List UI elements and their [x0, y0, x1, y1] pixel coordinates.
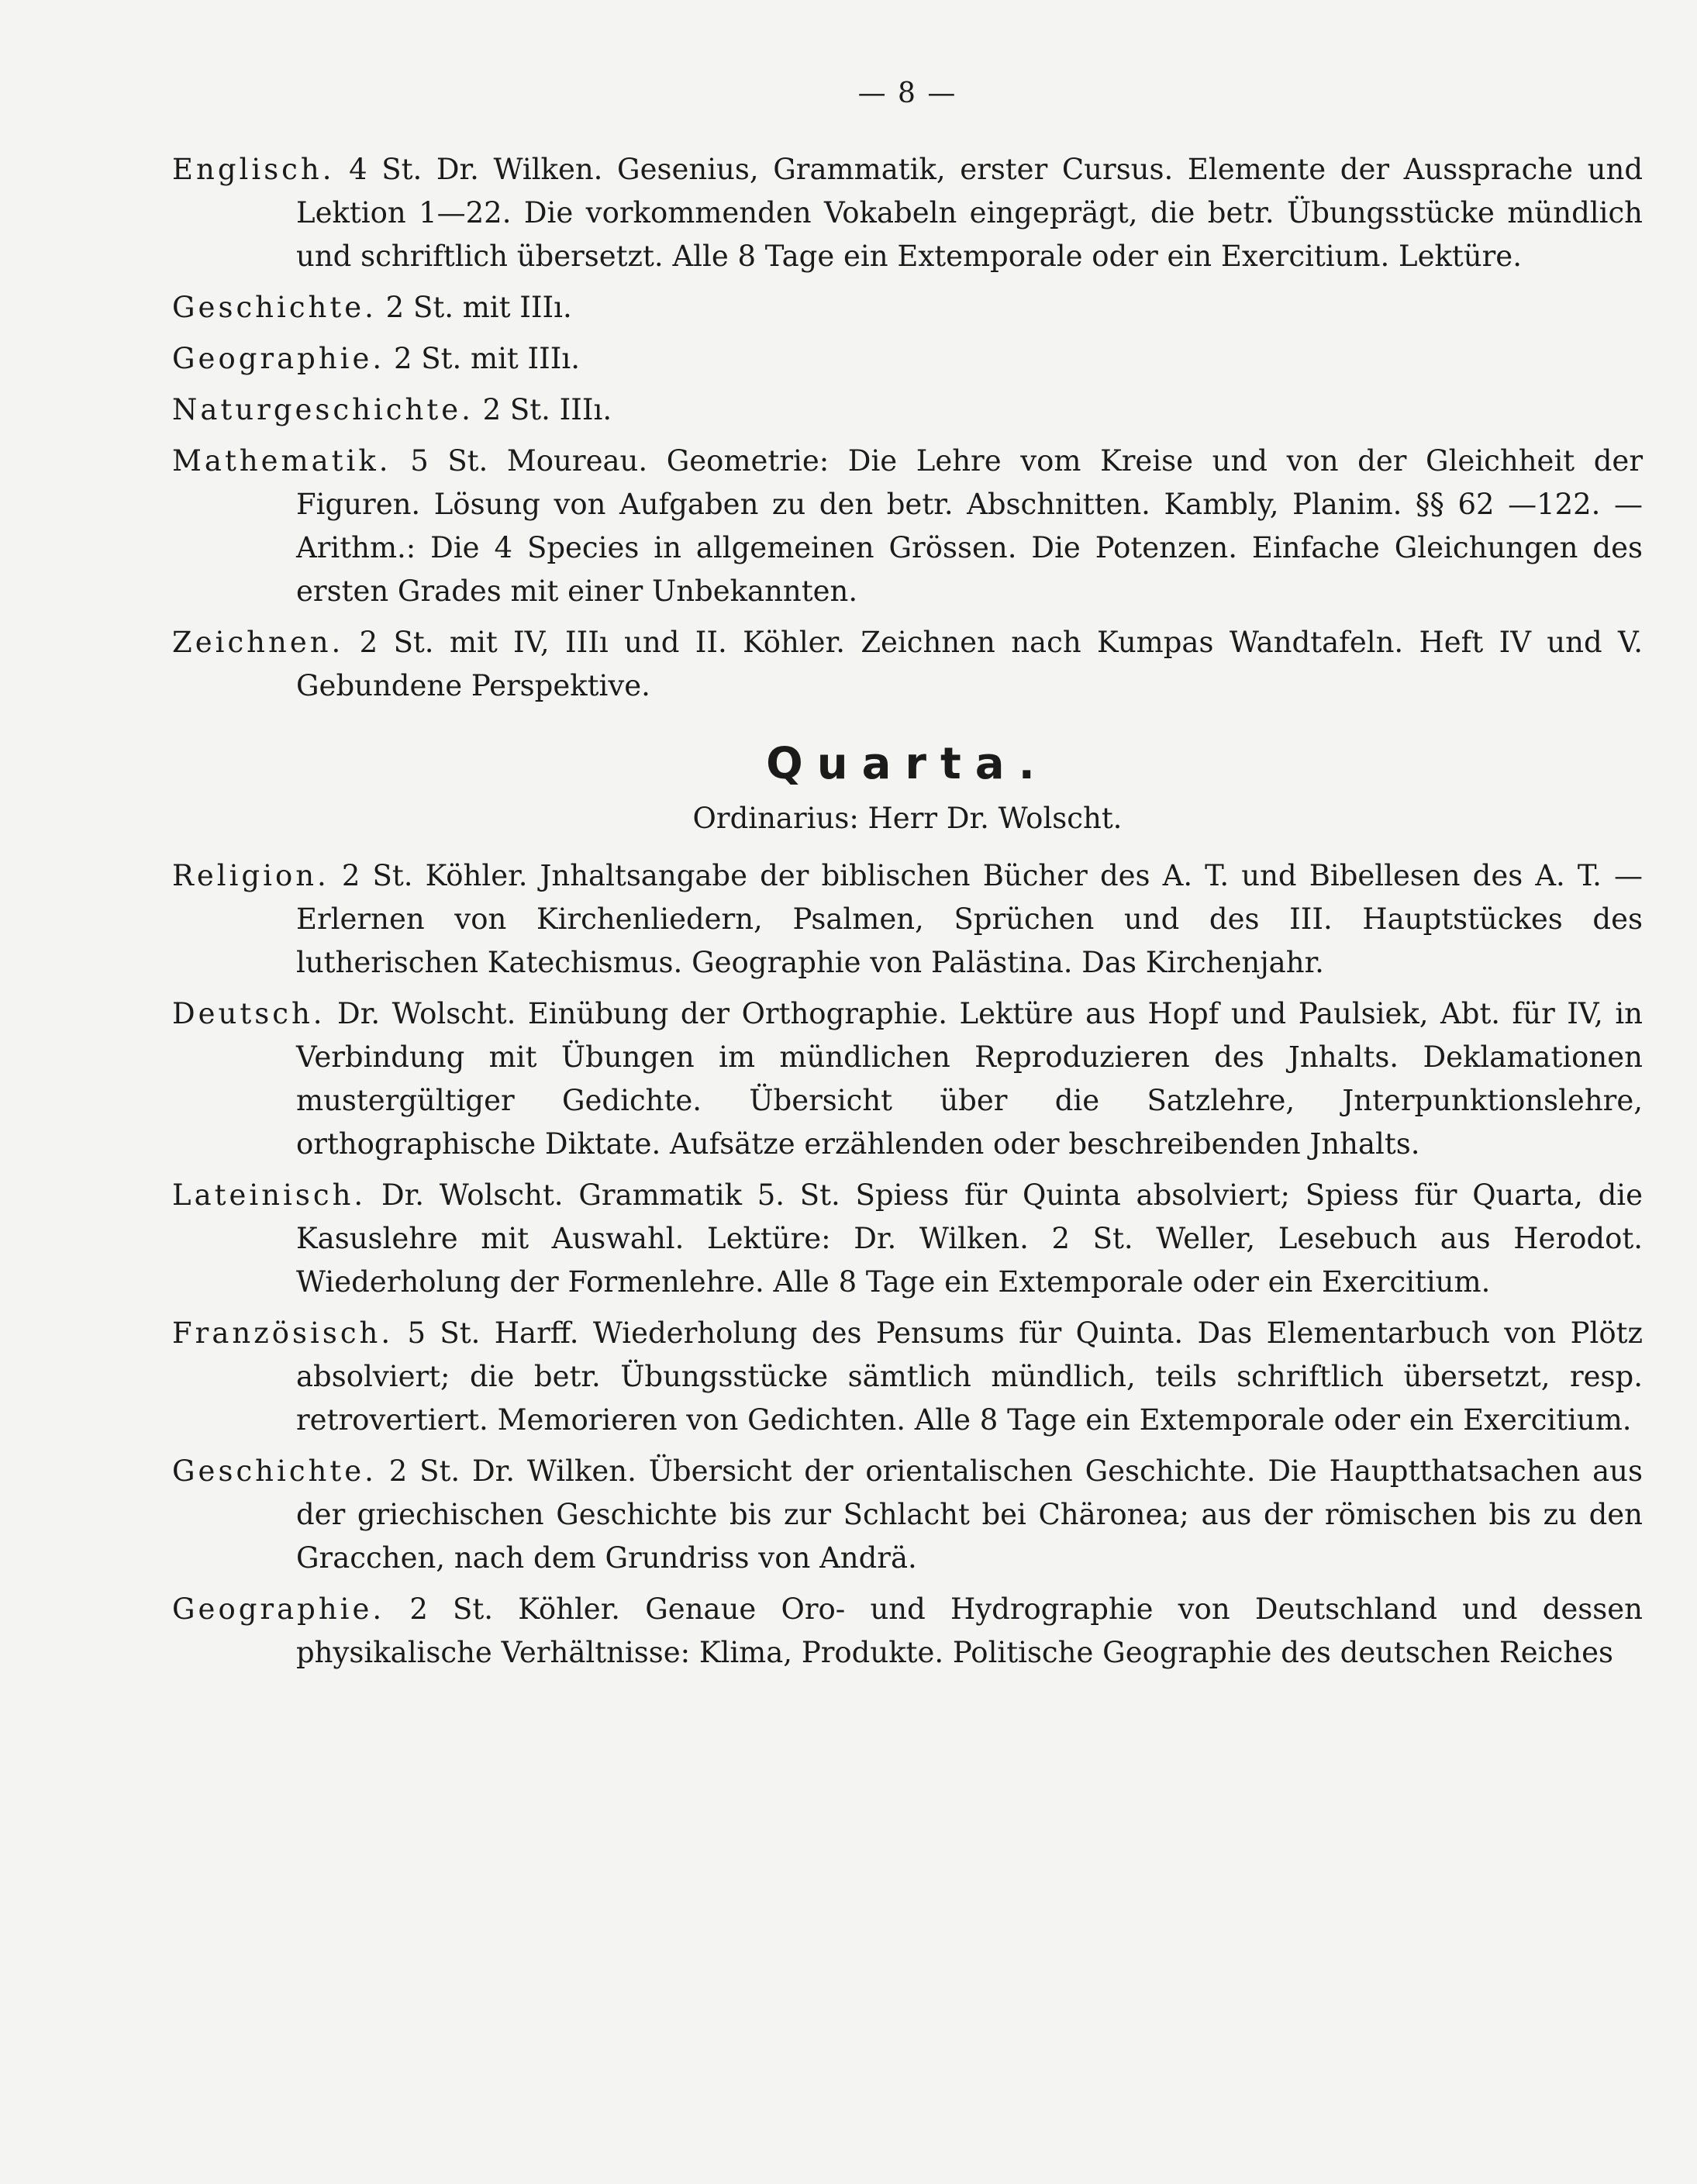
entry-text: 2 St. mit IIIı. — [393, 342, 580, 375]
page-number: — 8 — — [857, 78, 957, 109]
entry-text: 2 St. Dr. Wilken. Übersicht der orientalischen Geschichte. Die Hauptthatsachen aus der griechischen Geschichte bis zur Schlacht bei Chäronea; aus der römischen bis zu den Gracchen, nach dem Grundriss von Andrä. — [296, 1454, 1644, 1575]
subject-heading: Geographie. — [172, 342, 385, 375]
entry-text: Dr. Wolscht. Grammatik 5. St. Spiess für Quinta absolviert; Spiess für Quarta, die Kasuslehre mit Auswahl. Lektüre: Dr. Wilken. 2 St. Weller, Lesebuch aus Herodot. Wiederholung der Formenlehre. Alle 8 Tage ein Extemporale oder ein Exercitium. — [296, 1178, 1643, 1299]
entry-deutsch — [172, 992, 1643, 1166]
entry-text: 2 St. mit IIIı. — [385, 291, 572, 324]
subject-heading: Lateinisch. — [172, 1178, 367, 1212]
entry-lateinisch — [172, 1174, 1643, 1304]
entry-geschichte-quarta — [172, 1450, 1643, 1580]
entry-text: 2 St. IIIı. — [482, 393, 612, 426]
entry-zeichnen — [172, 621, 1643, 708]
subject-heading: Englisch. — [172, 153, 335, 186]
entry-text: 4 St. Dr. Wilken. Gesenius, Grammatik, erster Cursus. Elemente der Aussprache und Lektion 1—22. Die vorkommenden Vokabeln eingeprägt, die betr. Übungsstücke mündlich und schriftlich übersetzt. Alle 8 Tage ein Extemporale oder ein Exercitium. Lektüre. — [296, 153, 1643, 273]
entry-text: 2 St. Köhler. Genaue Oro- und Hydrographie von Deutschland und dessen physikalische Verhältnisse: Klima, Produkte. Politische Geographie des deutschen Reiches — [296, 1592, 1643, 1669]
entry-mathematik — [172, 440, 1643, 613]
entry-text: 5 St. Moureau. Geometrie: Die Lehre vom Kreise und von der Gleichheit der Figuren. Lösung von Aufgaben zu den betr. Abschnitten. Kambly, Planim. §§ 62 —122. — Arithm.: Die 4 Species in allgemeinen Grössen. Die Potenzen. Einfache Gleichungen des ersten Grades mit einer Unbekannten. — [296, 444, 1644, 608]
entry-text: 2 St. Köhler. Jnhaltsangabe der biblischen Bücher des A. T. und Bibellesen des A. T. — Erlernen von Kirchenliedern, Psalmen, Sprüchen und des III. Hauptstückes des lutherischen Katechismus. Geographie von Palästina. Das Kirchenjahr. — [296, 859, 1643, 979]
entry-naturgeschichte — [172, 388, 1643, 432]
entry-geographie-quarta — [172, 1588, 1643, 1675]
subject-heading: Deutsch. — [172, 997, 326, 1030]
entry-text: Dr. Wolscht. Einübung der Orthographie. Lektüre aus Hopf und Paulsiek, Abt. für IV, in Verbindung mit Übungen im mündlichen Reproduzieren des Jnhalts. Deklamationen mustergültiger Gedichte. Übersicht über die Satzlehre, Jnterpunktionslehre, orthographische Diktate. Aufsätze erzählenden oder beschreibenden Jnhalts. — [296, 997, 1643, 1161]
entry-geographie-tertia — [172, 337, 1643, 381]
section-title: Quarta. — [766, 739, 1049, 789]
subject-heading: Religion. — [172, 859, 329, 892]
subject-heading: Naturgeschichte. — [172, 393, 474, 426]
subject-heading: Mathematik. — [172, 444, 391, 478]
subject-heading: Französisch. — [172, 1316, 394, 1350]
subject-heading: Geographie. — [172, 1592, 385, 1626]
subject-heading: Geschichte. — [172, 1454, 377, 1488]
entry-text: 2 St. mit IV, IIIı und II. Köhler. Zeichnen nach Kumpas Wandtafeln. Heft IV und V. Gebundene Perspektive. — [296, 626, 1643, 702]
entry-englisch — [172, 148, 1643, 278]
entry-geschichte-tertia — [172, 286, 1643, 329]
entry-franzoesisch — [172, 1312, 1643, 1442]
section-ordinarius: Ordinarius: Herr Dr. Wolscht. — [692, 802, 1123, 835]
subject-heading: Zeichnen. — [172, 626, 344, 659]
entry-text: 5 St. Harff. Wiederholung des Pensums für Quinta. Das Elementarbuch von Plötz absolviert; die betr. Übungsstücke sämtlich mündlich, teils schriftlich übersetzt, resp. retrovertiert. Memorieren von Gedichten. Alle 8 Tage ein Extemporale oder ein Exercitium. — [296, 1316, 1643, 1437]
entry-religion — [172, 854, 1643, 985]
subject-heading: Geschichte. — [172, 291, 377, 324]
